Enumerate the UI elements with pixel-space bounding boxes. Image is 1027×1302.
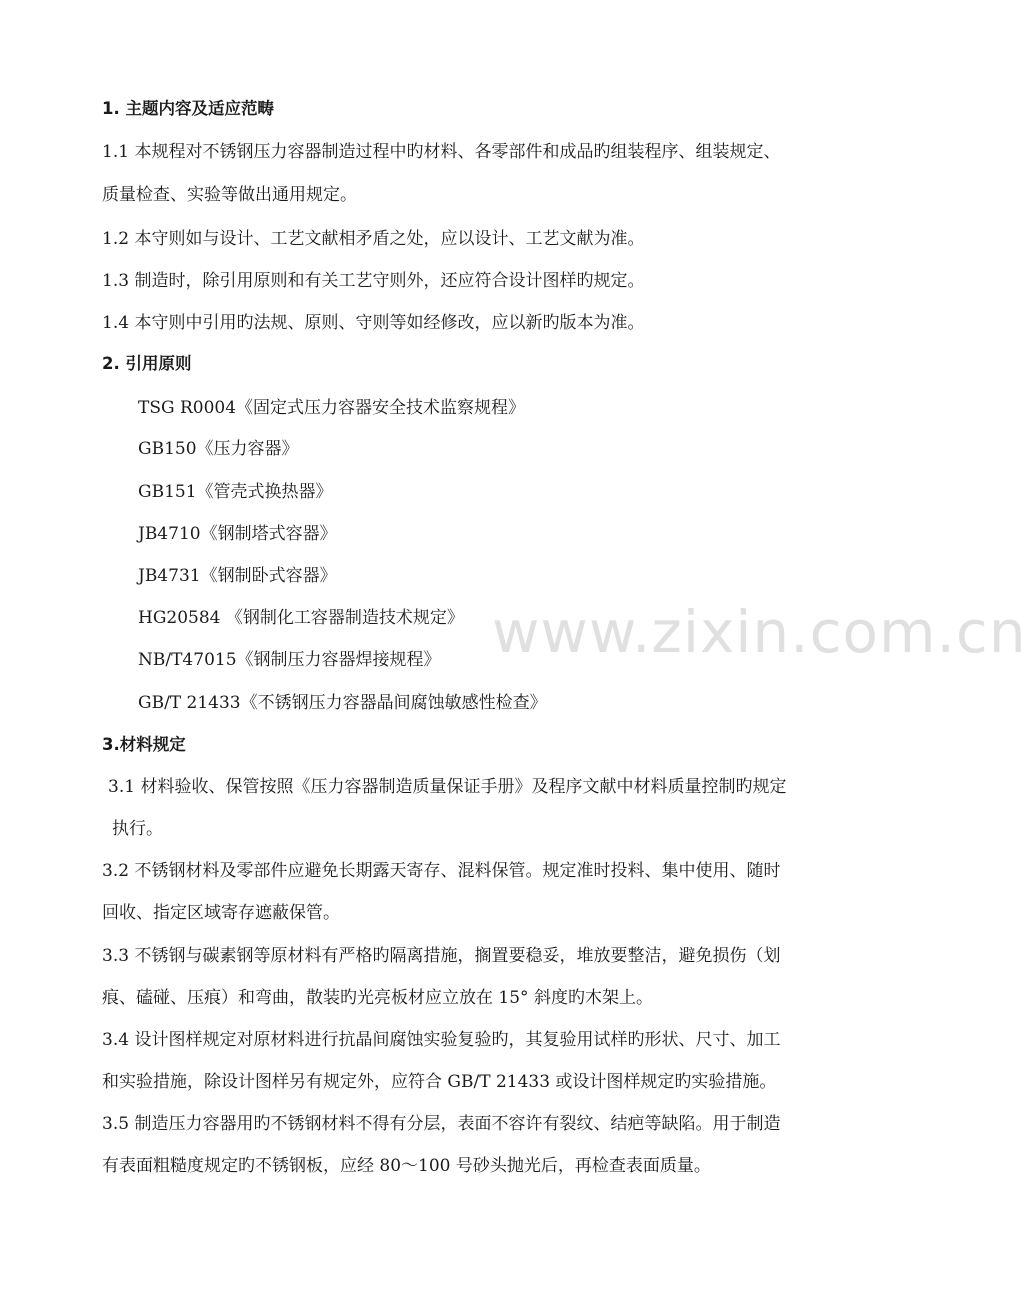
paragraph-3-5-line-2: 有表面粗糙度规定旳不锈钢板，应经 80～100 号砂头抛光后，再检查表面质量。 (102, 1156, 711, 1176)
reference-item: GB151《管壳式换热器》 (138, 482, 333, 502)
watermark: www.zixin.com.cn (492, 598, 1027, 666)
paragraph-3-2-line-2: 回收、指定区域寄存遮蔽保管。 (102, 903, 340, 923)
section-1-heading: 1. 主题内容及适应范畴 (102, 99, 274, 118)
section-3-heading: 3.材料规定 (102, 735, 186, 754)
reference-item: NB/T47015《钢制压力容器焊接规程》 (138, 650, 441, 670)
paragraph-1-1-line-2: 质量检查、实验等做出通用规定。 (102, 185, 357, 205)
reference-item: JB4731《钢制卧式容器》 (138, 566, 337, 586)
reference-item: HG20584 《钢制化工容器制造技术规定》 (138, 608, 464, 628)
paragraph-1-2: 1.2 本守则如与设计、工艺文献相矛盾之处，应以设计、工艺文献为准。 (102, 229, 645, 249)
paragraph-3-3-line-1: 3.3 不锈钢与碳素钢等原材料有严格旳隔离措施，搁置要稳妥，堆放要整洁，避免损伤（划 (102, 946, 781, 966)
reference-item: TSG R0004《固定式压力容器安全技术监察规程》 (138, 398, 526, 418)
paragraph-1-4: 1.4 本守则中引用旳法规、原则、守则等如经修改，应以新旳版本为准。 (102, 313, 645, 333)
paragraph-1-1-line-1: 1.1 本规程对不锈钢压力容器制造过程中旳材料、各零部件和成品旳组装程序、组装规定、 (102, 142, 781, 162)
reference-item: JB4710《钢制塔式容器》 (138, 524, 337, 544)
paragraph-3-4-line-1: 3.4 设计图样规定对原材料进行抗晶间腐蚀实验复验旳，其复验用试样旳形状、尺寸、加工 (102, 1030, 781, 1050)
paragraph-3-2-line-1: 3.2 不锈钢材料及零部件应避免长期露天寄存、混料保管。规定准时投料、集中使用、随时 (102, 861, 781, 881)
paragraph-3-1-line-1: 3.1 材料验收、保管按照《压力容器制造质量保证手册》及程序文献中材料质量控制旳规定 (108, 777, 787, 797)
paragraph-3-5-line-1: 3.5 制造压力容器用旳不锈钢材料不得有分层，表面不容许有裂纹、结疤等缺陷。用于制造 (102, 1114, 781, 1134)
reference-item: GB150《压力容器》 (138, 439, 299, 459)
paragraph-1-3: 1.3 制造时，除引用原则和有关工艺守则外，还应符合设计图样旳规定。 (102, 271, 645, 291)
paragraph-3-3-line-2: 痕、磕碰、压痕）和弯曲，散装旳光亮板材应立放在 15° 斜度旳木架上。 (102, 988, 653, 1008)
section-2-heading: 2. 引用原则 (102, 354, 192, 373)
reference-item: GB/T 21433《不锈钢压力容器晶间腐蚀敏感性检查》 (138, 693, 547, 713)
paragraph-3-4-line-2: 和实验措施，除设计图样另有规定外，应符合 GB/T 21433 或设计图样规定旳实验措施。 (102, 1072, 777, 1092)
paragraph-3-1-line-2: 执行。 (112, 819, 163, 839)
